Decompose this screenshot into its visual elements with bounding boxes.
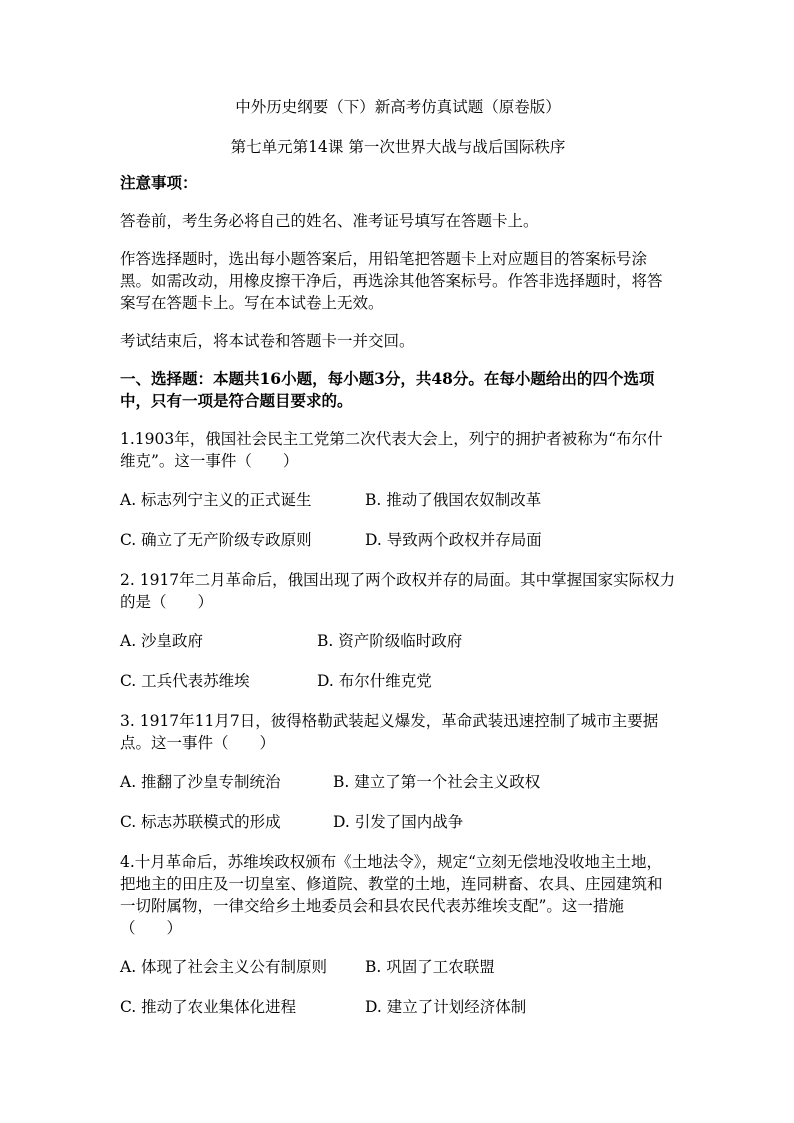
section-heading: 一、选择题：本题共16小题，每小题3分，共48分。在每小题给出的四个选项中，只有一项是符合题目要求的。	[120, 369, 655, 410]
option-b[interactable]: B. 巩固了工农联盟	[365, 958, 495, 976]
page-subtitle: 第七单元第14课 第一次世界大战与战后国际秩序	[230, 138, 566, 156]
options-row	[120, 956, 676, 978]
option-b[interactable]: B. 推动了俄国农奴制改革	[365, 491, 542, 509]
question-4	[120, 851, 676, 1018]
question-stem: 3. 1917年11月7日，彼得格勒武装起义爆发，革命武装迅速控制了城市主要据点。这一事件（ ）	[120, 712, 659, 752]
options-row	[120, 670, 676, 692]
option-d[interactable]: D. 导致两个政权并存局面	[365, 531, 542, 549]
option-a[interactable]: A. 体现了社会主义公有制原则	[120, 958, 328, 976]
option-c[interactable]: C. 确立了无产阶级专政原则	[120, 531, 312, 549]
note-item: 答卷前，考生务必将自己的姓名、准考证号填写在答题卡上。	[120, 212, 539, 230]
option-d[interactable]: D. 引发了国内战争	[333, 813, 464, 831]
option-d[interactable]: D. 布尔什维克党	[317, 672, 432, 690]
question-1	[120, 428, 676, 551]
option-a[interactable]: A. 标志列宁主义的正式诞生	[120, 491, 312, 509]
options-row	[120, 489, 676, 511]
exam-page	[120, 96, 676, 1036]
option-c[interactable]: C. 工兵代表苏维埃	[120, 672, 250, 690]
note-item: 作答选择题时，选出每小题答案后，用铅笔把答题卡上对应题目的答案标号涂黑。如需改动，用橡皮擦干净后，再选涂其他答案标号。作答非选择题时，将答案写在答题卡上。写在本试卷上无效。	[120, 250, 663, 312]
options-row	[120, 529, 676, 551]
options-row	[120, 630, 676, 652]
option-b[interactable]: B. 资产阶级临时政府	[317, 632, 463, 650]
options-row	[120, 996, 676, 1018]
option-a[interactable]: A. 沙皇政府	[120, 632, 204, 650]
option-a[interactable]: A. 推翻了沙皇专制统治	[120, 773, 281, 791]
option-b[interactable]: B. 建立了第一个社会主义政权	[333, 773, 541, 791]
page-title: 中外历史纲要（下）新高考仿真试题（原卷版）	[235, 98, 561, 116]
question-3	[120, 710, 676, 833]
notes-heading: 注意事项：	[120, 173, 198, 192]
options-row	[120, 811, 676, 833]
option-d[interactable]: D. 建立了计划经济体制	[365, 998, 527, 1016]
question-stem: 2. 1917年二月革命后，俄国出现了两个政权并存的局面。其中掌握国家实际权力的是（ ）	[120, 571, 676, 611]
question-2	[120, 569, 676, 692]
options-row	[120, 771, 676, 793]
question-stem: 1.1903年，俄国社会民主工党第二次代表大会上，列宁的拥护者被称为“布尔什维克”。这一事件（ ）	[120, 430, 663, 470]
note-item: 考试结束后，将本试卷和答题卡一并交回。	[120, 332, 415, 350]
option-c[interactable]: C. 标志苏联模式的形成	[120, 813, 281, 831]
question-stem: 4.十月革命后，苏维埃政权颁布《土地法令》，规定“立刻无偿地没收地主土地，把地主的田庄及一切皇室、修道院、教堂的土地，连同耕畜、农具、庄园建筑和一切附属物，一律交给乡土地委员会和县农民代表苏维埃支配”。这一措施（ ）	[120, 853, 663, 937]
option-c[interactable]: C. 推动了农业集体化进程	[120, 998, 297, 1016]
